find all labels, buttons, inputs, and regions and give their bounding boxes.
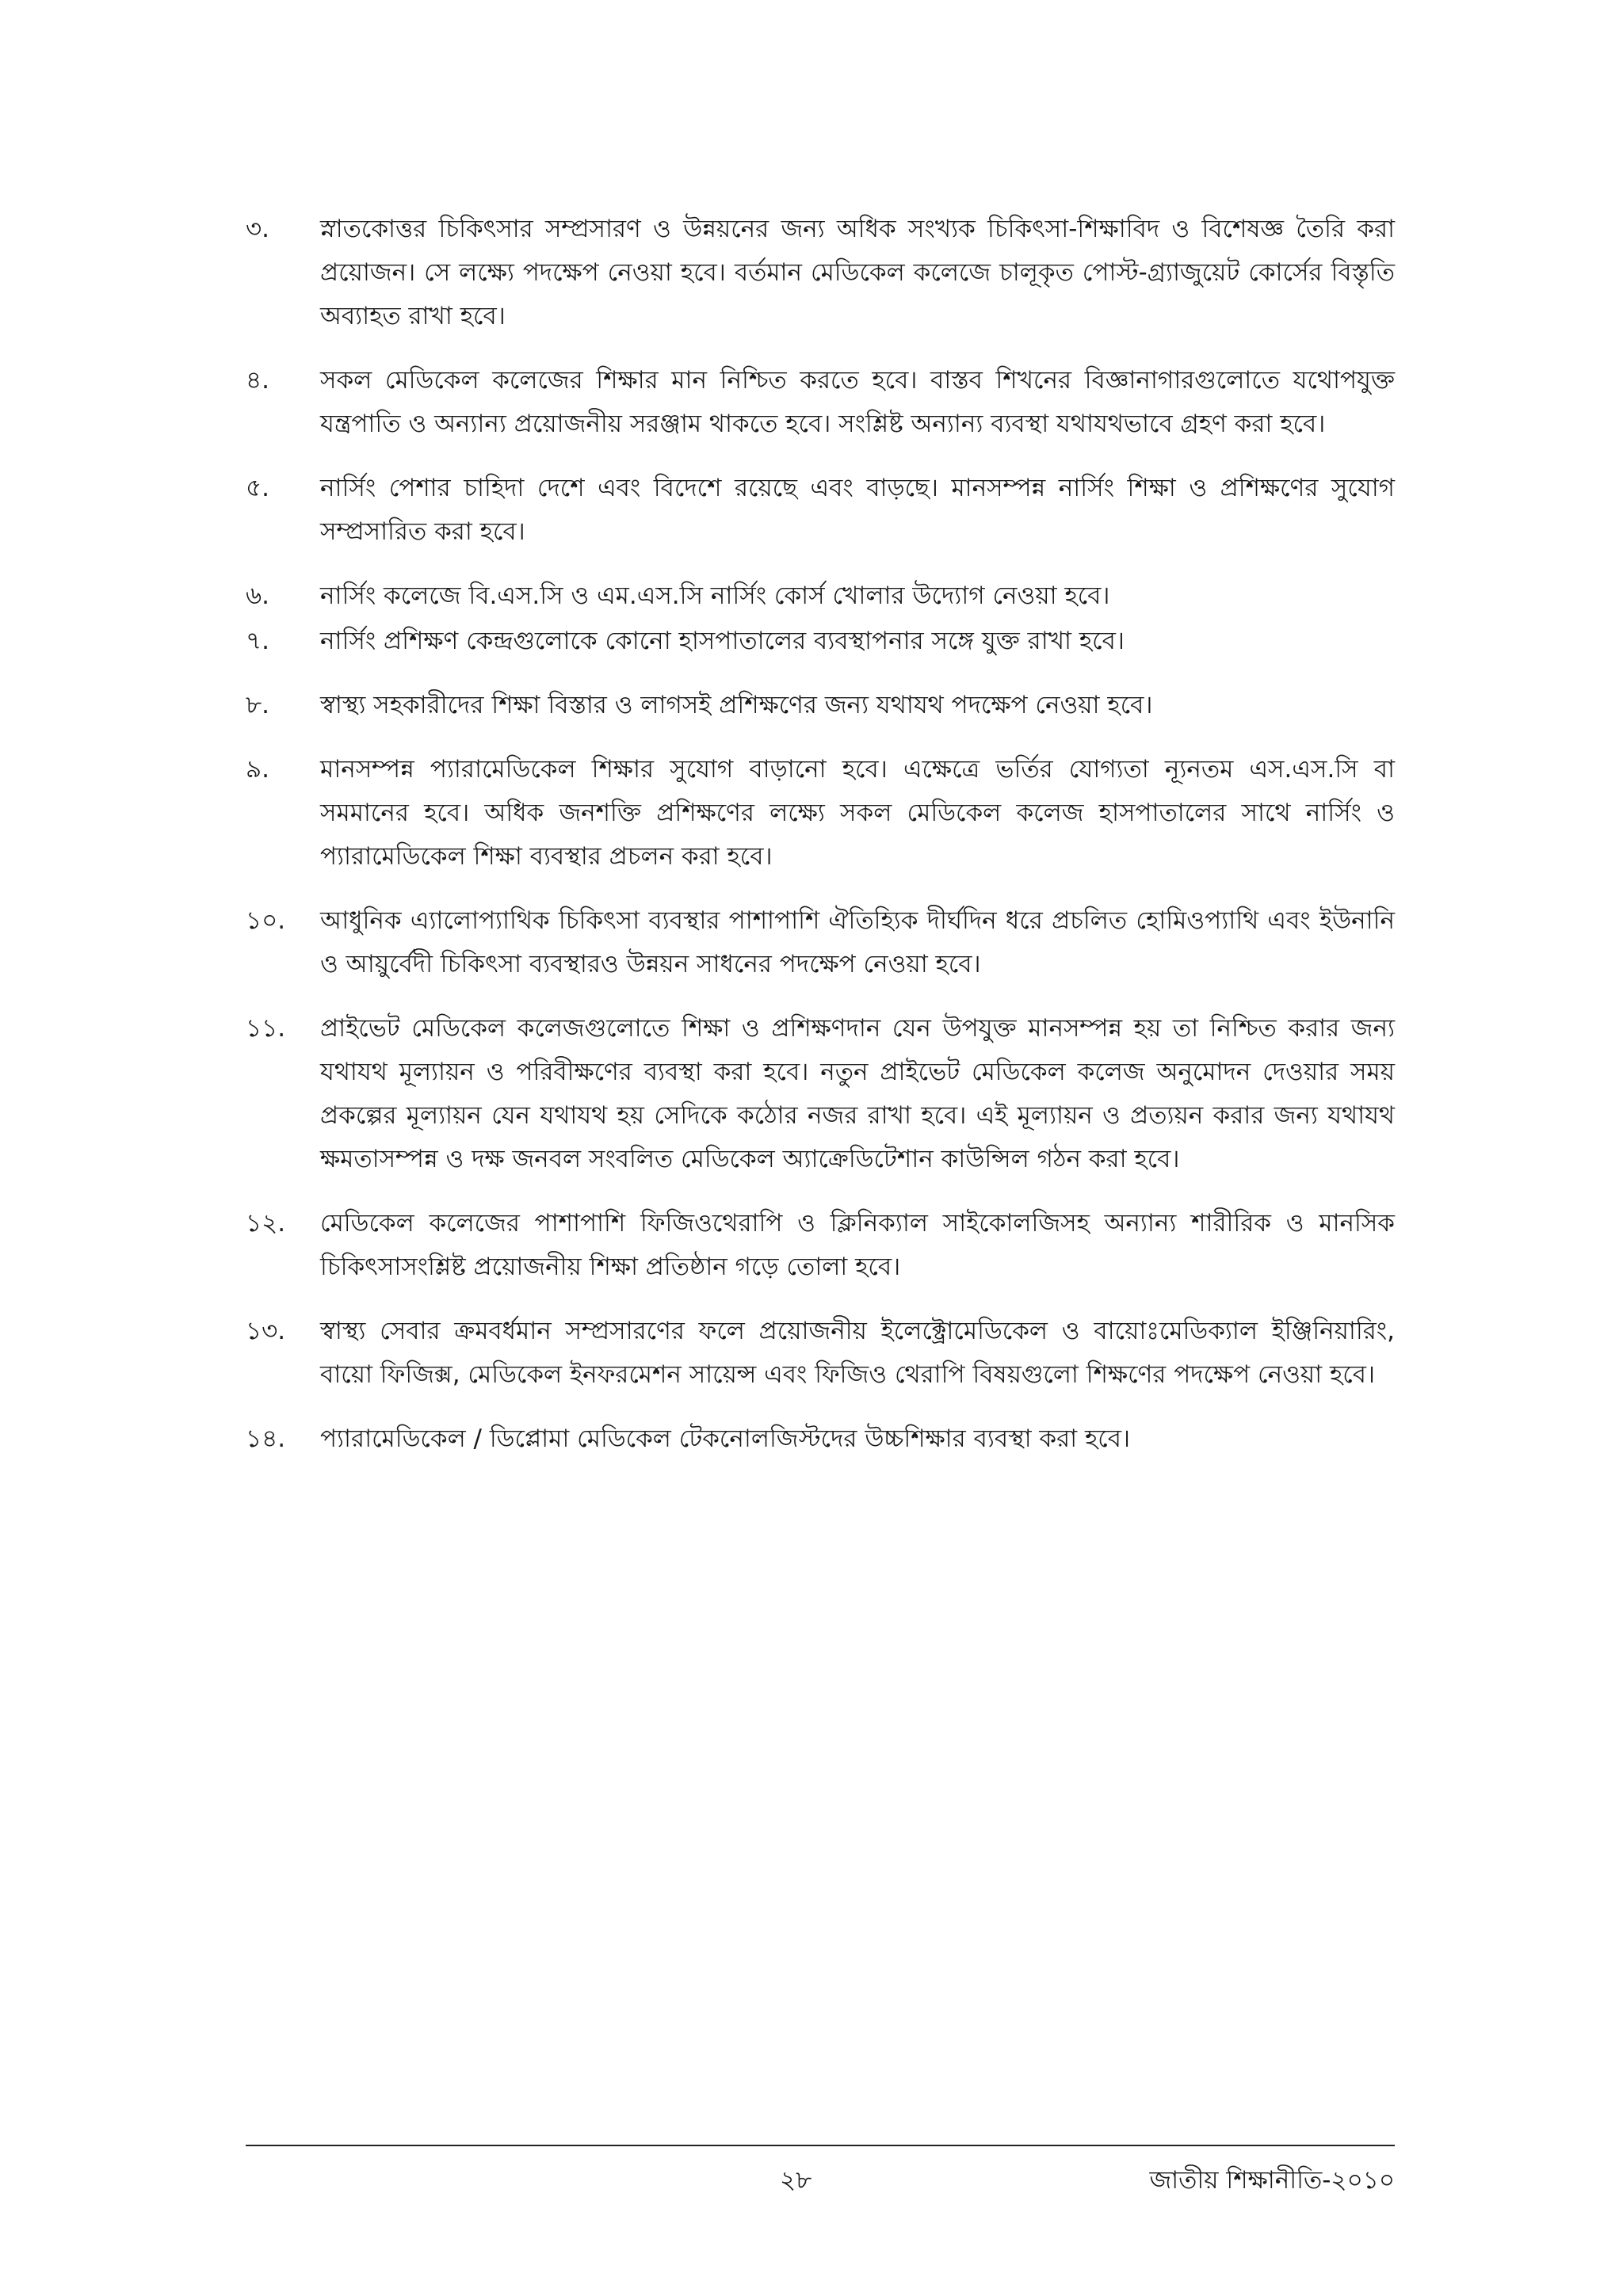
- item-number: ৩.: [246, 215, 270, 243]
- page-number: ২৮: [780, 2166, 812, 2195]
- item-number: ৭.: [246, 627, 270, 655]
- list-item: [246, 1417, 1395, 1461]
- list-item: [246, 1007, 1395, 1181]
- list-item: [246, 748, 1395, 879]
- item-number: ১২.: [246, 1209, 286, 1238]
- item-number: ১৩.: [246, 1317, 286, 1345]
- list-item: [246, 1202, 1395, 1289]
- item-text: মানসম্পন্ন প্যারামেডিকেল শিক্ষার সুযোগ বাড়ানো হবে। এক্ষেত্রে ভর্তির যোগ্যতা ন্যূনতম এস.এস.সি বা সমমানের হবে। অধিক জনশক্তি প্রশিক্ষণের লক্ষ্যে সকল মেডিকেল কলেজ হাসপাতালের সাথে নার্সিং ও প্যারামেডিকেল শিক্ষা ব্যবস্থার প্রচলন করা হবে।: [320, 755, 1395, 871]
- item-text: স্বাস্থ্য সহকারীদের শিক্ষা বিস্তার ও লাগসই প্রশিক্ষণের জন্য যথাযথ পদক্ষেপ নেওয়া হবে।: [320, 691, 1153, 719]
- item-number: ৯.: [246, 755, 269, 784]
- item-number: ১০.: [246, 906, 286, 935]
- list-item: [246, 359, 1395, 446]
- item-number: ৮.: [246, 691, 269, 719]
- list-item: [246, 684, 1395, 727]
- item-number: ১১.: [246, 1014, 286, 1043]
- item-number: ৬.: [246, 582, 270, 610]
- item-number: ৫.: [246, 474, 269, 502]
- list-item: [246, 467, 1395, 554]
- item-text: সকল মেডিকেল কলেজের শিক্ষার মান নিশ্চিত করতে হবে। বাস্তব শিখনের বিজ্ঞানাগারগুলোতে যথোপযুক্ত যন্ত্রপাতি ও অন্যান্য প্রয়োজনীয় সরঞ্জাম থাকতে হবে। সংশ্লিষ্ট অন্যান্য ব্যবস্থা যথাযথভাবে গ্রহণ করা হবে।: [320, 366, 1395, 438]
- item-text: আধুনিক এ্যালোপ্যাথিক চিকিৎসা ব্যবস্থার পাশাপাশি ঐতিহ্যিক দীর্ঘদিন ধরে প্রচলিত হোমিওপ্যাথি এবং ইউনানি ও আয়ুর্বেদী চিকিৎসা ব্যবস্থারও উন্নয়ন সাধনের পদক্ষেপ নেওয়া হবে।: [320, 906, 1395, 978]
- item-text: মেডিকেল কলেজের পাশাপাশি ফিজিওথেরাপি ও ক্লিনিক্যাল সাইকোলজিসহ অন্যান্য শারীরিক ও মানসিক চিকিৎসাসংশ্লিষ্ট প্রয়োজনীয় শিক্ষা প্রতিষ্ঠান গড়ে তোলা হবে।: [320, 1209, 1395, 1281]
- list-item: [246, 574, 1395, 618]
- item-text: নার্সিং প্রশিক্ষণ কেন্দ্রগুলোকে কোনো হাসপাতালের ব্যবস্থাপনার সঙ্গে যুক্ত রাখা হবে।: [320, 627, 1125, 655]
- item-text: নার্সিং পেশার চাহিদা দেশে এবং বিদেশে রয়েছে এবং বাড়ছে। মানসম্পন্ন নার্সিং শিক্ষা ও প্রশিক্ষণের সুযোগ সম্প্রসারিত করা হবে।: [320, 474, 1395, 546]
- item-text: নার্সিং কলেজে বি.এস.সি ও এম.এস.সি নার্সিং কোর্স খোলার উদ্যোগ নেওয়া হবে।: [320, 582, 1110, 610]
- list-item: [246, 208, 1395, 338]
- footer-divider: [246, 2145, 1395, 2146]
- list-item: [246, 899, 1395, 986]
- item-text: স্বাস্থ্য সেবার ক্রমবর্ধমান সম্প্রসারণের ফলে প্রয়োজনীয় ইলেক্ট্রোমেডিকেল ও বায়োঃমেডিক্যাল ইঞ্জিনিয়ারিং, বায়ো ফিজিক্স, মেডিকেল ইনফরমেশন সায়েন্স এবং ফিজিও থেরাপি বিষয়গুলো শিক্ষণের পদক্ষেপ নেওয়া হবে।: [320, 1317, 1395, 1389]
- list-item: [246, 620, 1395, 663]
- numbered-list: [246, 208, 1395, 1461]
- item-text: প্রাইভেট মেডিকেল কলেজগুলোতে শিক্ষা ও প্রশিক্ষণদান যেন উপযুক্ত মানসম্পন্ন হয় তা নিশ্চিত করার জন্য যথাযথ মূল্যায়ন ও পরিবীক্ষণের ব্যবস্থা করা হবে। নতুন প্রাইভেট মেডিকেল কলেজ অনুমোদন দেওয়ার সময় প্রকল্পের মূল্যায়ন যেন যথাযথ হয় সেদিকে কঠোর নজর রাখা হবে। এই মূল্যায়ন ও প্রত্যয়ন করার জন্য যথাযথ ক্ষমতাসম্পন্ন ও দক্ষ জনবল সংবলিত মেডিকেল অ্যাক্রেডিটেশান কাউন্সিল গঠন করা হবে।: [320, 1014, 1395, 1173]
- item-text: প্যারামেডিকেল / ডিপ্লোমা মেডিকেল টেকনোলজিস্টদের উচ্চশিক্ষার ব্যবস্থা করা হবে।: [320, 1425, 1131, 1453]
- list-item: [246, 1310, 1395, 1397]
- item-number: ৪.: [246, 366, 269, 395]
- item-text: স্নাতকোত্তর চিকিৎসার সম্প্রসারণ ও উন্নয়নের জন্য অধিক সংখ্যক চিকিৎসা-শিক্ষাবিদ ও বিশেষজ্ঞ তৈরি করা প্রয়োজন। সে লক্ষ্যে পদক্ষেপ নেওয়া হবে। বর্তমান মেডিকেল কলেজে চালূকৃত পোস্ট-গ্র্যাজুয়েট কোর্সের বিস্তৃতি অব্যাহত রাখা হবে।: [320, 215, 1395, 330]
- document-title: জাতীয় শিক্ষানীতি-২০১০: [1149, 2166, 1395, 2195]
- item-number: ১৪.: [246, 1425, 286, 1453]
